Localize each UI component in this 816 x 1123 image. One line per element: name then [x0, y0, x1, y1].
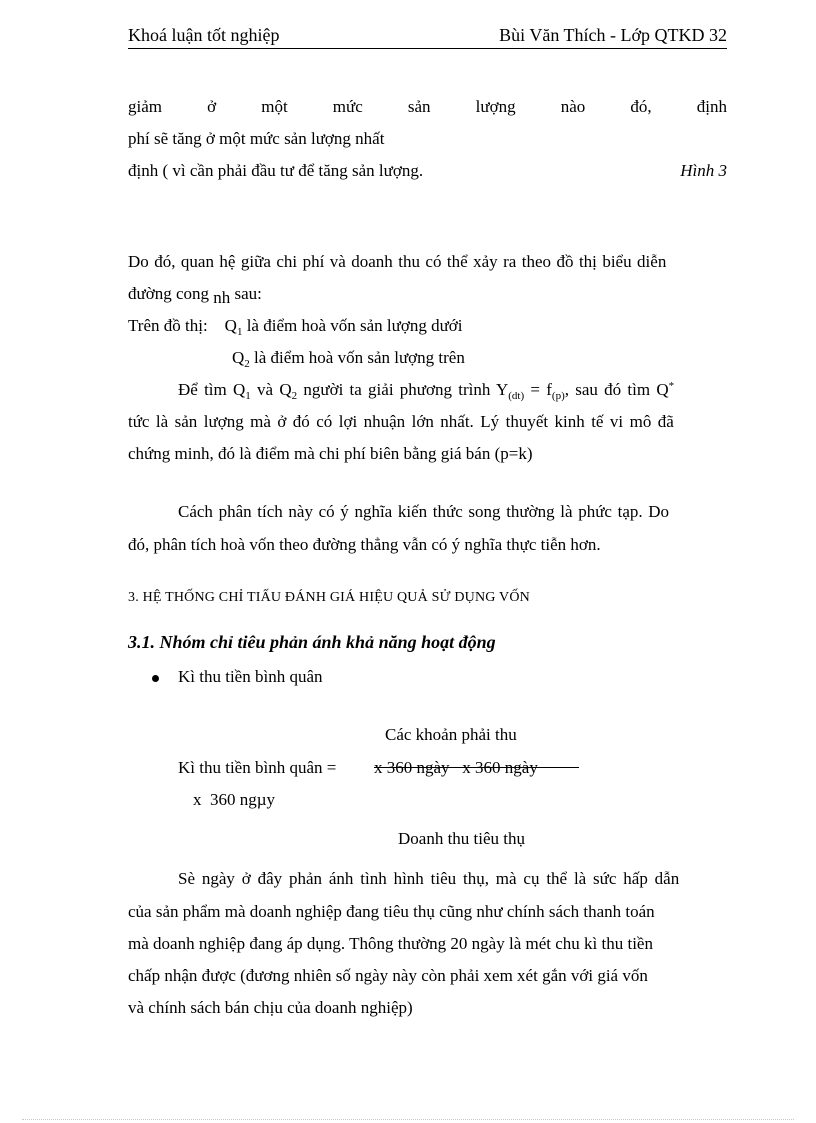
word: ở: [207, 97, 217, 116]
para5-line3: mà doanh nghiệp đang áp dụng. Thông thường 20 ngày là mét chu kì thu tiền: [128, 934, 653, 953]
text: Để tìm Q: [178, 380, 246, 399]
para5-line4: chấp nhận được (đương nhiên số ngày này còn phải xem xét gắn với giá vốn: [128, 966, 648, 985]
subscript: 2: [291, 390, 298, 402]
figure-label: Hình 3: [680, 161, 727, 180]
text: sau:: [234, 284, 262, 303]
para3-line2: tức là sản lượng mà ở đó có lợi nhuận lớn nhất. Lý thuyết kinh tế vi mô đã: [128, 412, 674, 431]
word: lượng: [475, 97, 516, 116]
subscript: 1: [245, 390, 251, 402]
q2-text: là điểm hoà vốn sản lượng trên: [254, 348, 465, 367]
bullet-icon: [152, 675, 159, 682]
header-left: Khoá luận tốt nghiệp: [128, 25, 280, 45]
word: nào: [560, 97, 586, 116]
q2-symbol: Q: [232, 348, 245, 367]
formula-struck-text: x 360 ngày x 360 ngày: [374, 758, 538, 777]
fraction-bar: [374, 767, 579, 768]
text: , sau đó tìm Q: [564, 380, 669, 399]
word: đó,: [630, 97, 652, 116]
bullet-item: Kì thu tiền bình quân: [178, 667, 323, 686]
formula-numerator: Các khoản phải thu: [385, 725, 517, 744]
word: định: [696, 97, 727, 116]
word: giảm: [128, 97, 162, 116]
header-right: Bùi Văn Thích - Lớp QTKD 32: [499, 25, 727, 45]
formula-garbled: x 360 ngµy: [193, 790, 276, 809]
text: người ta giải phương trình Y: [303, 380, 509, 399]
word: mức: [332, 97, 363, 116]
text: đường cong: [128, 284, 209, 303]
text: nh: [213, 288, 231, 307]
para2-line2: [128, 284, 262, 307]
formula-lhs: Kì thu tiền bình quân =: [178, 758, 337, 777]
para4-line1: Cách phân tích này có ý nghĩa kiến thức song thường là phức tạp. Do: [178, 502, 670, 521]
para5-line5: và chính sách bán chịu của doanh nghiệp): [128, 998, 413, 1017]
subscript: (p): [551, 390, 565, 402]
header-divider: [128, 48, 727, 49]
para4-line2: đó, phân tích hoà vốn theo đường thẳng vẫn có ý nghĩa thực tiễn hơn.: [128, 535, 601, 554]
para1-line3: định ( vì cần phải đầu tư để tăng sản lượng.: [128, 161, 424, 180]
text: và Q: [257, 380, 292, 399]
para3-line3: chứng minh, đó là điểm mà chi phí biên bằng giá bán (p=k): [128, 444, 533, 463]
para2-line1: Do đó, quan hệ giữa chi phí và doanh thu có thể xảy ra theo đồ thị biểu diễn: [128, 252, 667, 271]
section-heading: 3. HỆ THỐNG CHỈ TIẤU ĐÁNH GIÁ HIỆU QUẢ SỬ DỤNG VỐN: [128, 590, 530, 605]
word: một: [261, 97, 288, 116]
para5-line1: Sè ngày ở đây phản ánh tình hình tiêu thụ, mà cụ thể là sức hấp dẫn: [178, 869, 680, 888]
q1-symbol: Q: [224, 316, 237, 335]
para5-line2: của sản phẩm mà doanh nghiệp đang tiêu thụ cũng như chính sách thanh toán: [128, 902, 655, 921]
para1-line2: phí sẽ tăng ở một mức sản lượng nhất: [128, 129, 385, 148]
para3-line1: [178, 380, 674, 400]
text: = f: [530, 380, 552, 399]
graph-notes-prefix: Trên đồ thị:: [128, 316, 208, 335]
graph-notes-q2: [232, 348, 465, 368]
formula-denominator: Doanh thu tiêu thụ: [398, 829, 526, 848]
word: sản: [407, 97, 431, 116]
q1-subscript: 1: [236, 326, 243, 338]
page-bottom-divider: [22, 1119, 794, 1120]
q1-text: là điểm hoà vốn sản lượng dưới: [246, 316, 463, 335]
para1-line1: [128, 97, 727, 117]
q2-subscript: 2: [244, 358, 250, 370]
subsection-heading: 3.1. Nhóm chỉ tiêu phản ánh khả năng hoạt động: [128, 632, 496, 652]
superscript: *: [668, 380, 675, 392]
subscript: (dt): [508, 390, 525, 402]
graph-notes-q1: [128, 316, 463, 336]
